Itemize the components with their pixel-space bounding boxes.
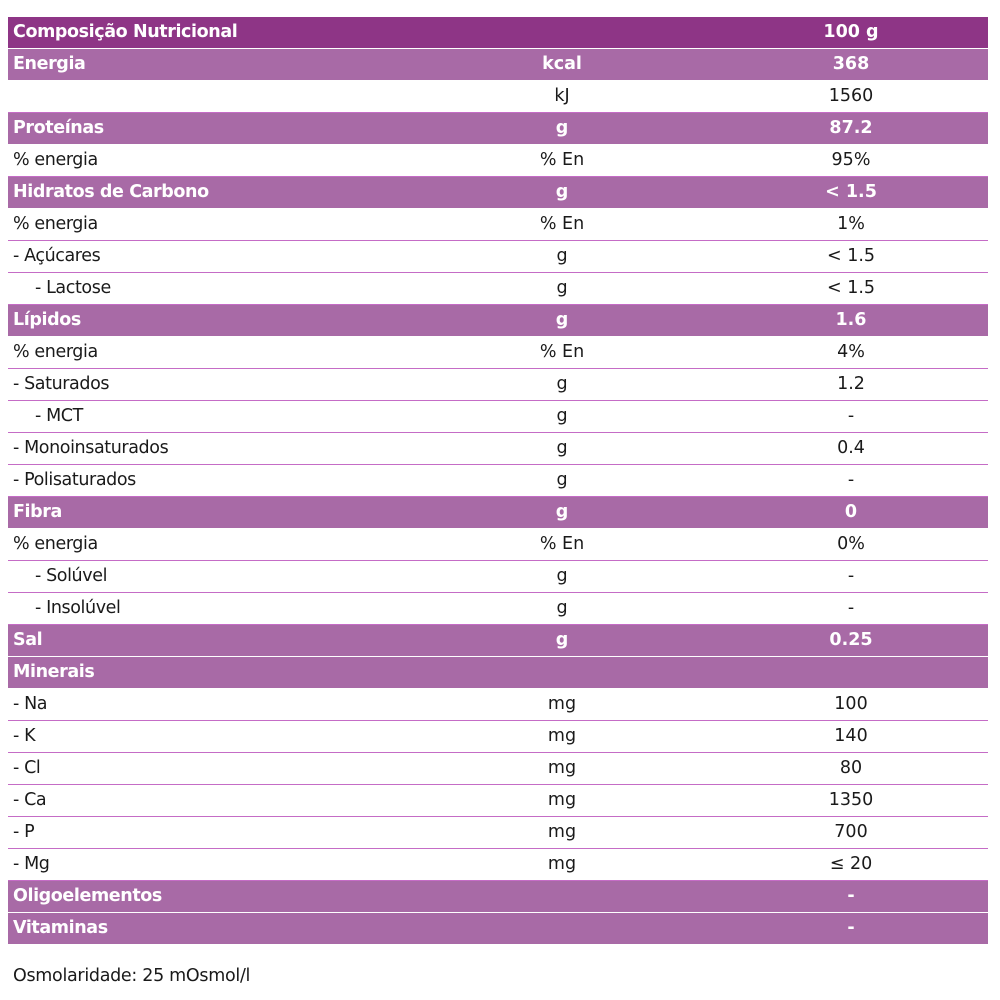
row-unit: g [556,598,568,618]
row-value: - [847,566,855,586]
table-row [8,689,988,721]
table-row [8,465,988,497]
row-unit [520,881,604,912]
row-unit [520,657,604,688]
row-value: < 1.5 [826,278,876,298]
row-label: Sal [13,630,43,650]
row-value: < 1.5 [826,246,876,266]
row-value: 1% [837,214,865,234]
row-unit: g [555,310,569,330]
row-value: 80 [839,758,863,778]
row-value: 100 g [823,22,879,42]
row-value: 368 [832,54,870,74]
row-label: - P [13,822,35,842]
row-value: - [847,470,855,490]
table-section-row [8,49,988,81]
row-unit: mg [547,822,577,842]
row-value: 1.6 [835,310,867,330]
row-value [782,657,920,688]
row-unit: g [555,118,569,138]
table-row [8,817,988,849]
table-row [8,81,988,113]
row-value: 140 [834,726,868,746]
row-label: % energia [13,342,98,362]
table-row [8,337,988,369]
row-label: Proteínas [13,118,104,138]
row-label: - Na [13,694,48,714]
row-unit: g [556,246,568,266]
row-label: Energia [13,54,86,74]
row-unit: mg [547,694,577,714]
table-row [8,401,988,433]
row-label: - K [13,726,36,746]
row-label: Minerais [13,662,95,682]
row-unit: g [555,630,569,650]
row-label: % energia [13,534,98,554]
row-label: % energia [13,150,98,170]
row-label: Hidratos de Carbono [13,182,209,202]
row-label: - Polisaturados [13,470,136,490]
nutrition-table [8,17,988,945]
row-label: - Insolúvel [35,598,121,618]
table-row [8,529,988,561]
table-section-row [8,657,988,689]
table-row [8,433,988,465]
row-value: ≤ 20 [829,854,873,874]
table-row [8,145,988,177]
table-row [8,849,988,881]
row-label: - Monoinsaturados [13,438,169,458]
row-value: - [847,406,855,426]
row-unit: kJ [554,86,570,106]
row-unit: g [556,438,568,458]
row-unit: g [555,182,569,202]
row-value: 87.2 [829,118,873,138]
row-label: % energia [13,214,98,234]
row-unit: kcal [542,54,582,74]
row-unit: mg [547,790,577,810]
row-label: Composição Nutricional [13,22,238,42]
table-row [8,369,988,401]
table-section-row [8,305,988,337]
osmolarity-note: Osmolaridade: 25 mOsmol/l [13,966,251,986]
row-label: Fibra [13,502,62,522]
row-unit: mg [547,854,577,874]
table-section-row [8,913,988,945]
row-label: - Cl [13,758,41,778]
row-label: - Mg [13,854,50,874]
row-unit: % En [539,150,585,170]
row-label: Vitaminas [13,918,108,938]
table-section-row [8,113,988,145]
row-label: - Ca [13,790,47,810]
table-section-row [8,497,988,529]
row-unit: g [556,278,568,298]
row-unit: % En [539,214,585,234]
table-section-row [8,881,988,913]
row-label: Lípidos [13,310,81,330]
row-value: 0% [837,534,865,554]
table-row [8,209,988,241]
row-value: < 1.5 [825,182,877,202]
row-value: - [847,598,855,618]
table-row [8,593,988,625]
row-value: 100 [834,694,868,714]
table-row [8,721,988,753]
row-value: 1350 [828,790,874,810]
row-label: Oligoelementos [13,886,162,906]
row-unit: % En [539,534,585,554]
row-label: - Açúcares [13,246,101,266]
row-unit: g [556,470,568,490]
row-unit [520,17,604,48]
table-row [8,241,988,273]
row-value: - [847,886,855,906]
row-label: - Solúvel [35,566,108,586]
table-row [8,785,988,817]
table-section-row [8,177,988,209]
row-value: 4% [837,342,865,362]
row-label: - Saturados [13,374,110,394]
row-value: 1.2 [837,374,865,394]
row-unit [520,913,604,944]
table-row [8,273,988,305]
row-unit: g [556,374,568,394]
row-value: 700 [834,822,868,842]
row-value: 0.25 [829,630,873,650]
row-label: - Lactose [35,278,111,298]
row-value: - [847,918,855,938]
row-value: 95% [831,150,871,170]
table-header-row [8,17,988,49]
row-unit: % En [539,342,585,362]
row-label: - MCT [35,406,83,426]
row-unit: g [555,502,569,522]
table-row [8,561,988,593]
row-unit: mg [547,758,577,778]
row-unit: g [556,406,568,426]
table-section-row [8,625,988,657]
table-row [8,753,988,785]
row-unit: g [556,566,568,586]
row-unit: mg [547,726,577,746]
row-value: 0.4 [837,438,865,458]
row-value: 1560 [828,86,874,106]
row-value: 0 [844,502,858,522]
